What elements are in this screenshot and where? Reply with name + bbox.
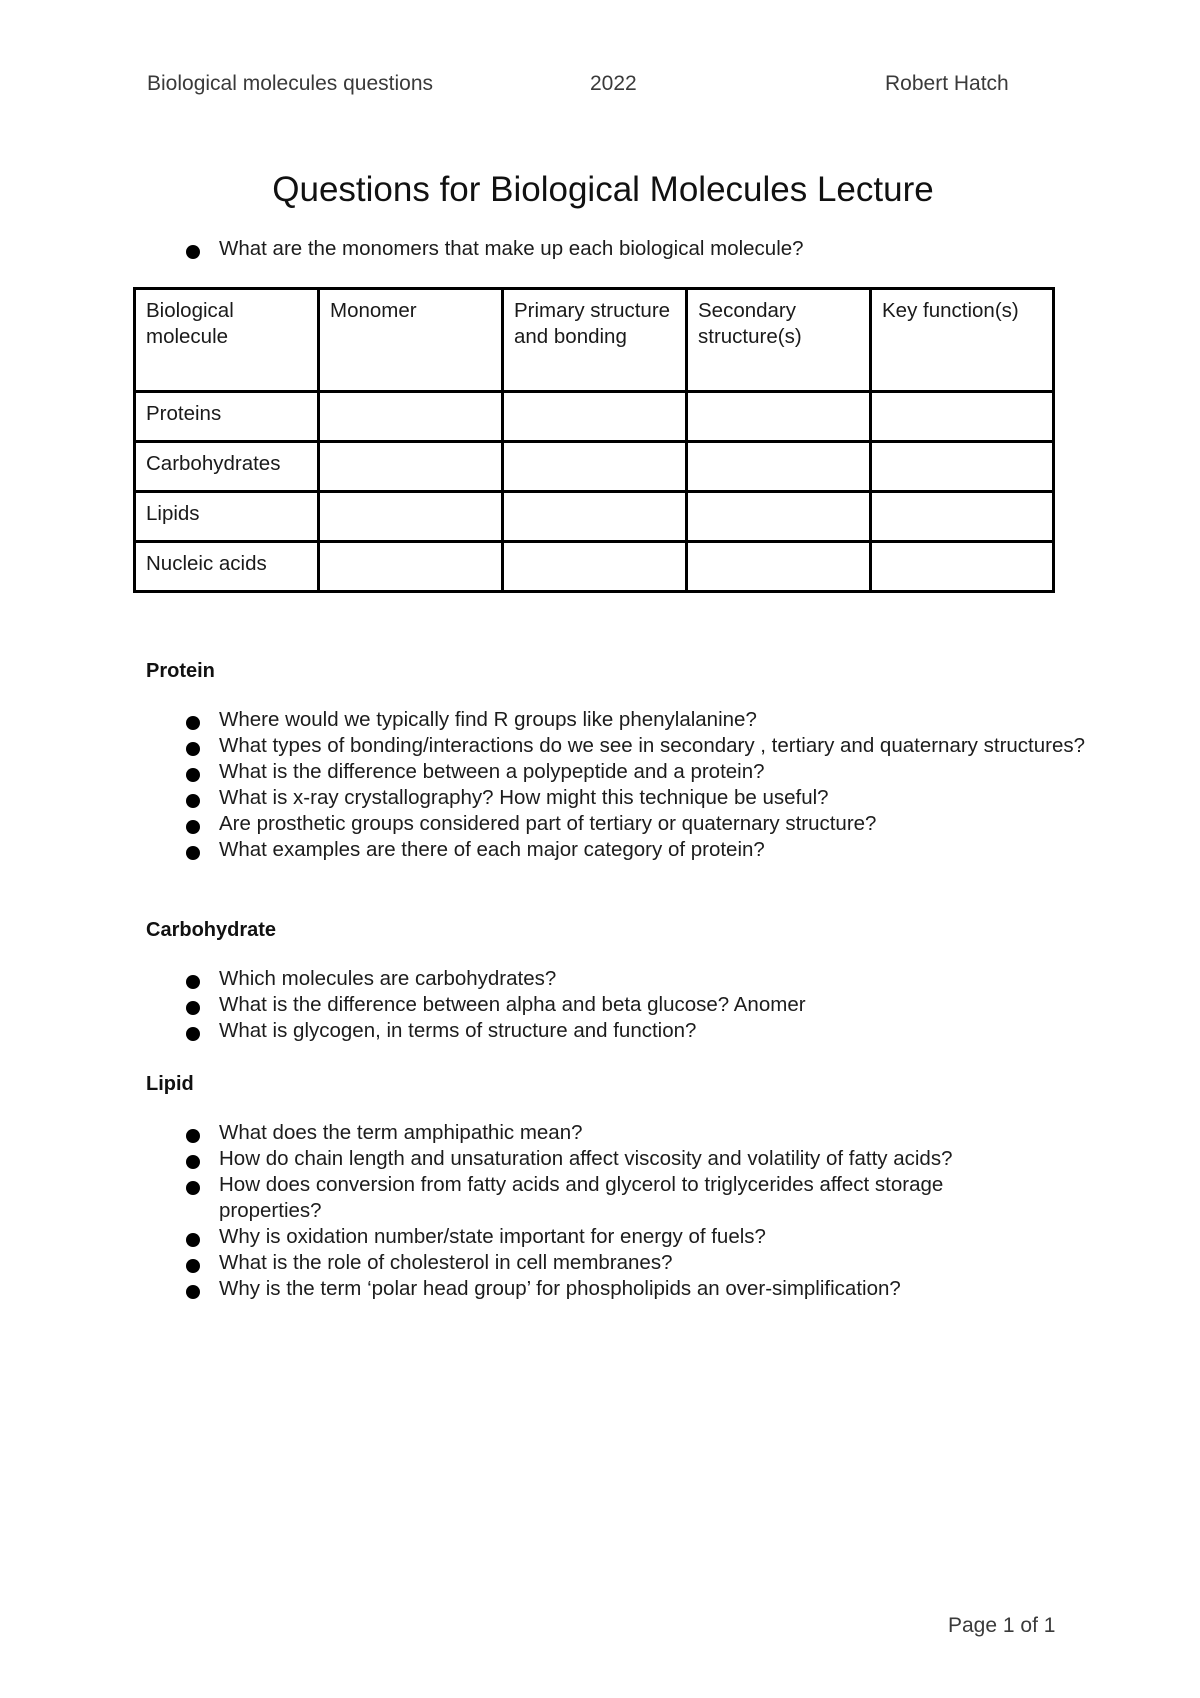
list-item: Why is oxidation number/state important for energy of fuels? [183,1224,1099,1250]
table-header-cell: Biological molecule [135,289,319,392]
list-item: Are prosthetic groups considered part of tertiary or quaternary structure? [183,811,1099,837]
row-label: Nucleic acids [135,542,319,592]
list-item: Where would we typically find R groups like phenylalanine? [183,707,1099,733]
list-item: Why is the term ‘polar head group’ for phospholipids an over-simplification? [183,1276,1099,1302]
empty-cell [687,392,871,442]
list-item: Which molecules are carbohydrates? [183,966,806,992]
list-item: What is the difference between a polypeptide and a protein? [183,759,1099,785]
empty-cell [687,492,871,542]
table-row [135,492,1054,542]
list-item: How does conversion from fatty acids and glycerol to triglycerides affect storage properties? [183,1172,1049,1224]
carbohydrate-heading: Carbohydrate [146,919,277,941]
molecule-table [133,287,1055,593]
table-row [135,442,1054,492]
table-row [135,542,1054,592]
empty-cell [687,442,871,492]
empty-cell [503,492,687,542]
carbohydrate-question-list [183,966,806,1044]
row-label: Carbohydrates [135,442,319,492]
header-year: 2022 [590,72,637,95]
protein-question-list [183,707,1099,863]
list-item: What is x-ray crystallography? How might this technique be useful? [183,785,1099,811]
table-header-cell: Primary structure and bonding [503,289,687,392]
empty-cell [319,492,503,542]
empty-cell [503,542,687,592]
table-row [135,392,1054,442]
empty-cell [319,442,503,492]
intro-list [183,236,804,262]
page-title: Questions for Biological Molecules Lecture [272,170,934,209]
lipid-heading: Lipid [146,1073,194,1095]
table-header-row [135,289,1054,392]
carbohydrate-section [146,919,806,1044]
empty-cell [871,442,1054,492]
list-item: What examples are there of each major category of protein? [183,837,1099,863]
row-label: Lipids [135,492,319,542]
protein-section [146,660,1099,863]
table-header-cell: Key function(s) [871,289,1054,392]
empty-cell [871,542,1054,592]
list-item: What does the term amphipathic mean? [183,1120,1099,1146]
list-item: What types of bonding/interactions do we see in secondary , tertiary and quaternary structures? [183,733,1099,759]
row-label: Proteins [135,392,319,442]
lipid-question-list [183,1120,1099,1302]
empty-cell [503,442,687,492]
empty-cell [871,392,1054,442]
intro-question: What are the monomers that make up each biological molecule? [183,236,804,262]
empty-cell [319,392,503,442]
empty-cell [503,392,687,442]
empty-cell [319,542,503,592]
list-item: How do chain length and unsaturation affect viscosity and volatility of fatty acids? [183,1146,1099,1172]
empty-cell [687,542,871,592]
list-item: What is the difference between alpha and beta glucose? Anomer [183,992,806,1018]
header-author: Robert Hatch [885,72,1009,95]
page-number: Page 1 of 1 [948,1614,1056,1637]
protein-heading: Protein [146,660,215,682]
list-item: What is the role of cholesterol in cell membranes? [183,1250,1099,1276]
table-header-cell: Secondary structure(s) [687,289,871,392]
table-header-cell: Monomer [319,289,503,392]
list-item: What is glycogen, in terms of structure and function? [183,1018,806,1044]
header-left: Biological molecules questions [147,72,433,95]
empty-cell [871,492,1054,542]
lipid-section [146,1073,1099,1302]
